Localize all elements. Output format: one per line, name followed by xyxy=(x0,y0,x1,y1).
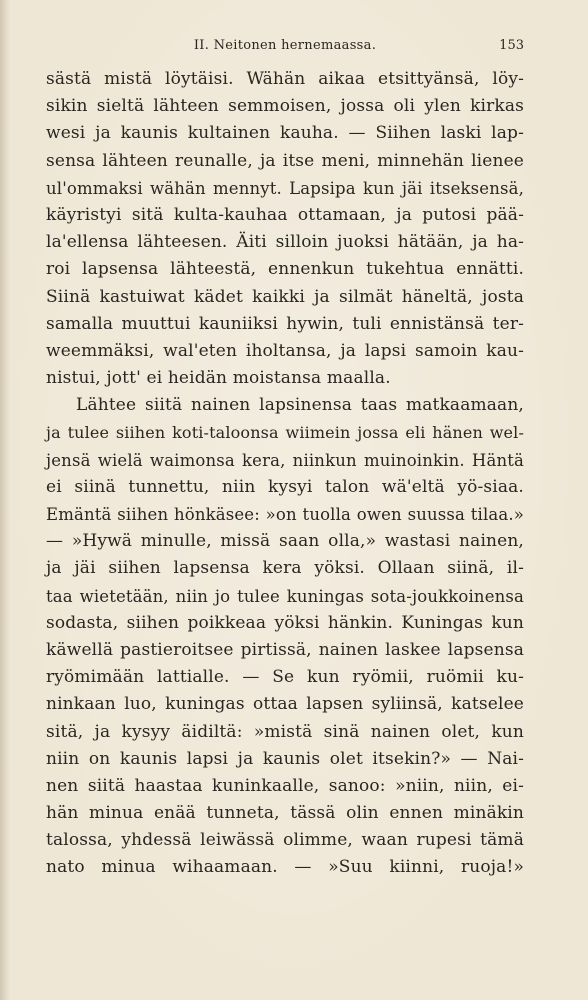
text-line: Emäntä siihen hönkäsee: »on tuolla owen suussa tilaa.» xyxy=(46,505,524,524)
text-line: wesi ja kaunis kultainen kauha. — Siihen laski lap- xyxy=(46,123,524,144)
text-line: niin on kaunis lapsi ja kaunis olet itsekin?» — Nai- xyxy=(46,748,524,769)
text-line: jensä wielä waimonsa kera, niinkun muinoinkin. Häntä xyxy=(46,450,524,470)
text-line: ninkaan luo, kuningas ottaa lapsen syliinsä, katselee xyxy=(46,694,524,715)
text-line: sitä, ja kysyy äidiltä: »mistä sinä nainen olet, kun xyxy=(46,721,524,742)
text-line: ja tulee siihen koti-taloonsa wiimein jossa eli hänen wel- xyxy=(46,423,524,443)
text-line: hän minua enää tunneta, tässä olin ennen minäkin xyxy=(46,803,524,824)
text-line: sikin sieltä lähteen semmoisen, jossa oli ylen kirkas xyxy=(46,96,524,117)
text-line: ei siinä tunnettu, niin kysyi talon wä'eltä yö-siaa. xyxy=(46,476,524,497)
text-line: taa wietetään, niin jo tulee kuningas sota-joukkoinensa xyxy=(46,586,524,606)
text-line: — »Hywä minulle, missä saan olla,» wastasi nainen, xyxy=(46,531,524,552)
text-line: nistui, jott' ei heidän moistansa maalla. xyxy=(46,368,391,389)
text-line: ja jäi siihen lapsensa kera yöksi. Ollaan siinä, il- xyxy=(46,558,524,579)
text-line: käyristyi sitä kulta-kauhaa ottamaan, ja putosi pää- xyxy=(46,204,524,225)
text-line: ryömimään lattialle. — Se kun ryömii, ruömii ku- xyxy=(46,667,524,688)
text-line: nato minua wihaamaan. — »Suu kiinni, ruoja!» xyxy=(46,857,524,878)
text-line: Siinä kastuiwat kädet kaikki ja silmät häneltä, josta xyxy=(46,286,524,307)
body-text xyxy=(46,66,524,882)
page-number: 153 xyxy=(499,38,524,53)
text-line: roi lapsensa lähteestä, ennenkun tukehtua ennätti. xyxy=(46,259,524,280)
spine-shadow xyxy=(0,0,10,1000)
text-line: nen siitä haastaa kuninkaalle, sanoo: »niin, niin, ei- xyxy=(46,775,524,796)
text-line: ul'ommaksi wähän mennyt. Lapsipa kun jäi itseksensä, xyxy=(46,178,524,198)
chapter-title: II. Neitonen hernemaassa. xyxy=(193,38,377,53)
text-line: sodasta, siihen poikkeaa yöksi hänkin. Kuningas kun xyxy=(46,612,524,633)
text-line: weemmäksi, wal'eten iholtansa, ja lapsi samoin kau- xyxy=(46,340,524,361)
running-head xyxy=(46,34,524,58)
text-line: talossa, yhdessä leiwässä olimme, waan rupesi tämä xyxy=(46,830,524,851)
text-line: sensa lähteen reunalle, ja itse meni, minnehän lienee xyxy=(46,150,524,171)
text-line: käwellä pastieroitsee pirtissä, nainen laskee lapsensa xyxy=(46,639,524,660)
text-line: Lähtee siitä nainen lapsinensa taas matkaamaan, xyxy=(76,395,524,416)
text-line: la'ellensa lähteesen. Äiti silloin juoksi hätään, ja ha- xyxy=(46,232,524,253)
text-line: sästä mistä löytäisi. Wähän aikaa etsittyänsä, löy- xyxy=(46,69,524,89)
text-line: samalla muuttui kauniiksi hywin, tuli ennistänsä ter- xyxy=(46,313,524,334)
